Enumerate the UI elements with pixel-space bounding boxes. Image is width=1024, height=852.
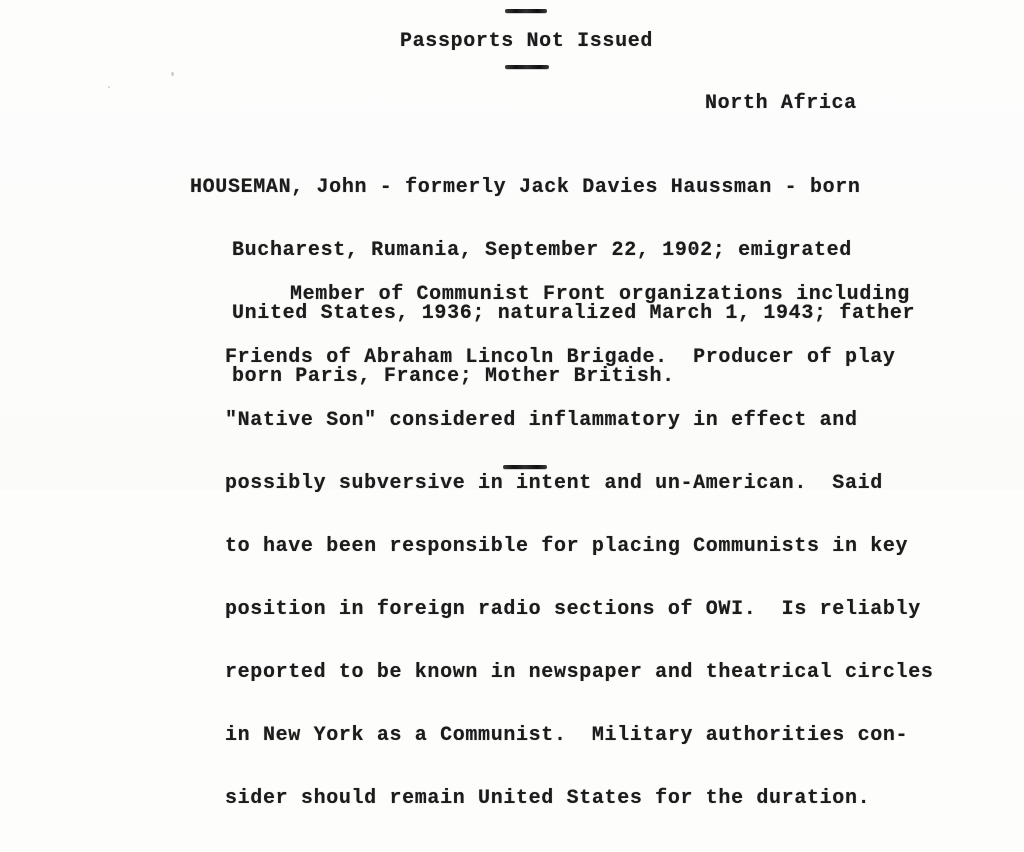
document-line: HOUSEMAN, John - formerly Jack Davies Haussman - born: [190, 176, 861, 199]
document-line: born Paris, France; Mother British.: [232, 365, 675, 388]
separator-dash-middle: [505, 65, 549, 69]
document-line: possibly subversive in intent and un-American. Said: [225, 472, 883, 495]
document-line: sider should remain United States for the duration.: [225, 787, 871, 810]
document-line: Member of Communist Front organizations including: [290, 283, 910, 306]
document-line: position in foreign radio sections of OWI. Is reliably: [225, 598, 921, 621]
document-line: United States, 1936; naturalized March 1, 1943; father: [232, 302, 916, 325]
document-line: Bucharest, Rumania, September 22, 1902; emigrated: [232, 239, 852, 262]
separator-dash-top: [505, 9, 547, 13]
document-line: in New York as a Communist. Military authorities con-: [225, 724, 909, 747]
document-line: to have been responsible for placing Communists in key: [225, 535, 909, 558]
document-line: "Native Son" considered inflammatory in effect and: [225, 409, 858, 432]
scan-speck: [108, 86, 110, 88]
document-line: Friends of Abraham Lincoln Brigade. Producer of play: [225, 346, 896, 369]
scan-speck: [171, 72, 174, 76]
document-line: reported to be known in newspaper and theatrical circles: [225, 661, 934, 684]
separator-dash-bottom: [503, 465, 547, 469]
document-title: Passports Not Issued: [400, 30, 654, 53]
region-heading: North Africa: [705, 92, 857, 115]
details-paragraph: [190, 239, 934, 851]
